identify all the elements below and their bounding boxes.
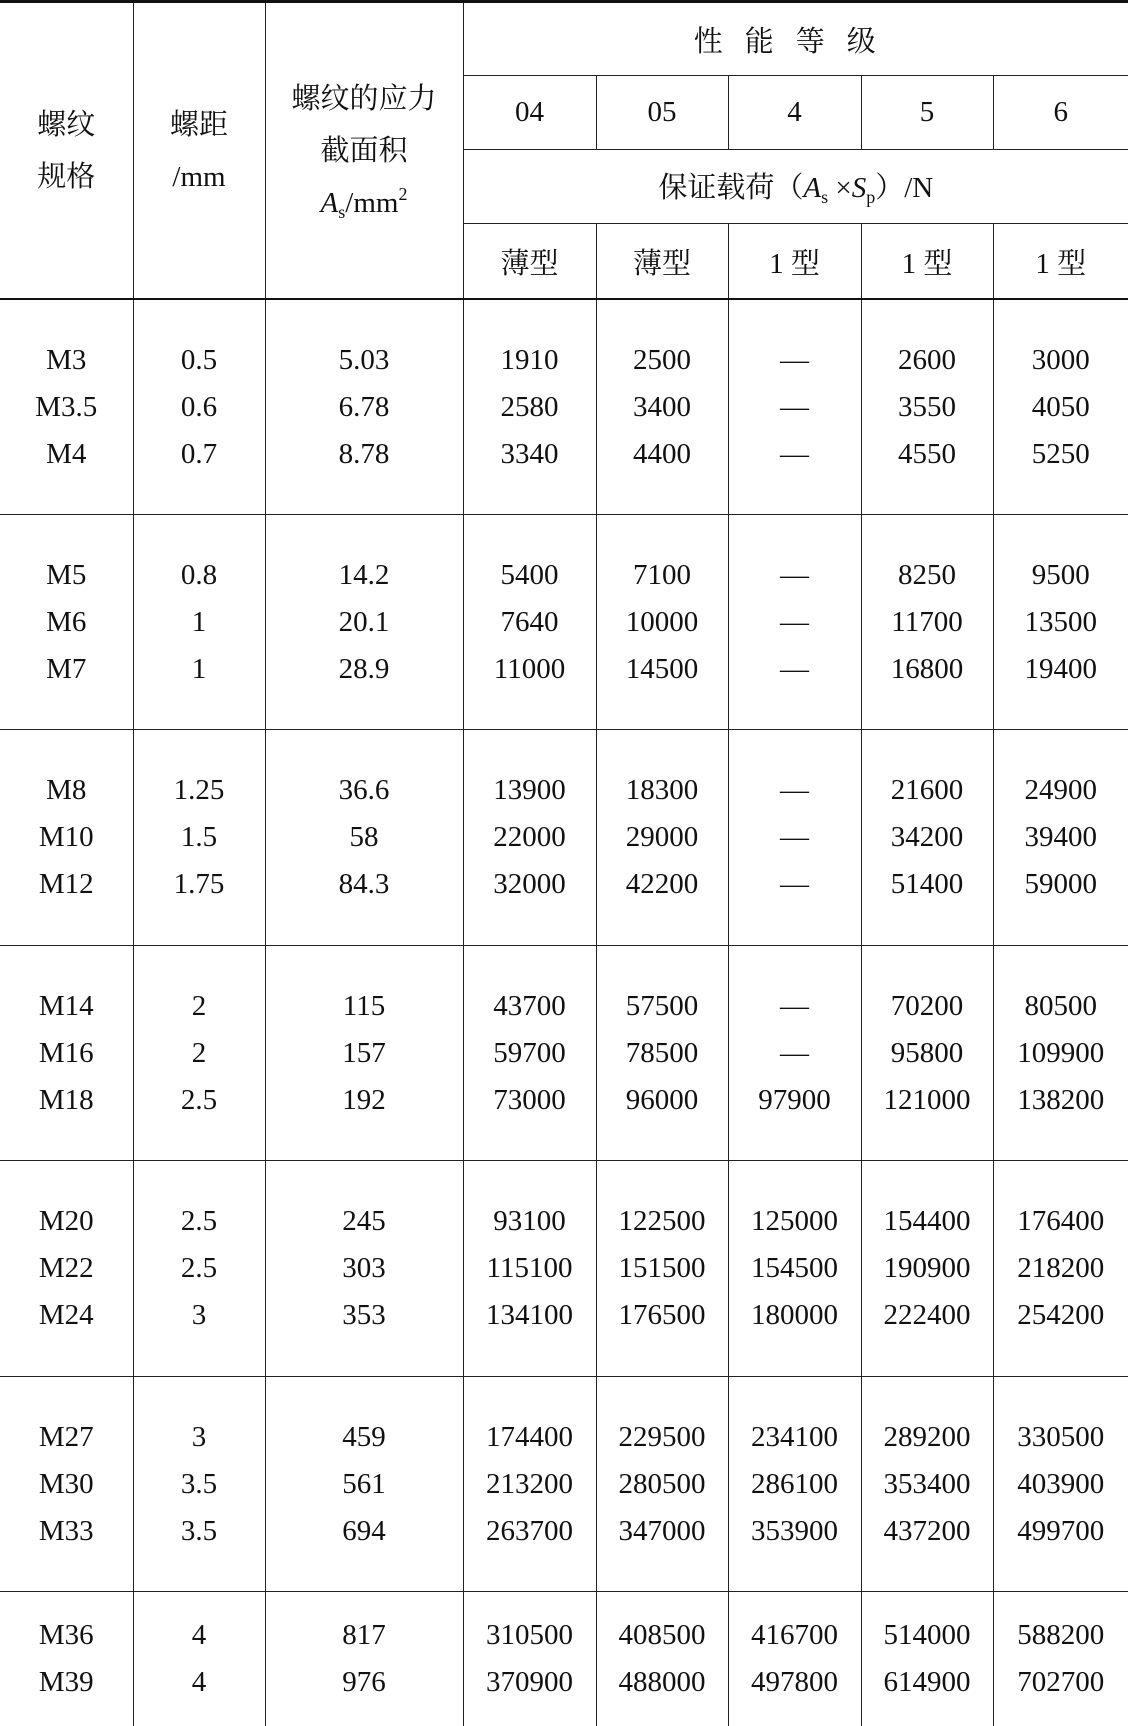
- load-05-value: 151500: [618, 1252, 706, 1285]
- load-5-value: 4550: [898, 437, 956, 470]
- pitch-cell: [133, 1592, 265, 1726]
- stress-area-value: 84.3: [338, 868, 390, 901]
- type-6: 1 型: [993, 224, 1128, 299]
- load-4-value: —: [780, 437, 809, 470]
- load-05-value: 408500: [618, 1619, 706, 1652]
- load-04-value: 73000: [493, 1083, 566, 1116]
- header-thread-spec: [0, 2, 133, 300]
- pitch-value: 1: [191, 605, 207, 638]
- pitch-value: 0.8: [180, 558, 218, 591]
- header-thread-spec-line1: 螺纹: [37, 108, 96, 141]
- load-05-value: 347000: [618, 1514, 706, 1547]
- load-04-cell: [463, 945, 596, 1160]
- pitch-cell: [133, 515, 265, 730]
- pitch-cell: [133, 1376, 265, 1591]
- proof-load-label: 保证载荷（: [658, 172, 804, 205]
- area-unit: /mm: [345, 186, 399, 219]
- load-04-value: 59700: [493, 1036, 566, 1069]
- stress-area-value: 561: [342, 1467, 386, 1500]
- load-5-value: 222400: [883, 1299, 971, 1332]
- header-pitch-line1: 螺距: [169, 108, 228, 141]
- load-6-value: 176400: [1017, 1205, 1105, 1238]
- pitch-value: 4: [191, 1619, 207, 1652]
- load-05-value: 10000: [625, 605, 699, 638]
- load-04-value: 3340: [500, 437, 559, 470]
- load-6-value: 24900: [1024, 774, 1098, 807]
- pitch-value: 0.5: [180, 343, 218, 376]
- load-04-value: 263700: [486, 1514, 573, 1547]
- header-grade-title: 性能等级: [463, 2, 1128, 76]
- load-4-value: —: [780, 989, 809, 1022]
- grade-04: 04: [463, 76, 596, 150]
- stress-area-cell: [265, 1161, 463, 1376]
- load-4-cell: [728, 730, 861, 945]
- load-6-cell: [993, 730, 1128, 945]
- stress-area-cell: [265, 1592, 463, 1726]
- pitch-value: 0.6: [180, 390, 218, 423]
- thread-spec-value: M20: [38, 1205, 94, 1238]
- load-4-value: —: [780, 868, 809, 901]
- load-05-value: 18300: [625, 774, 699, 807]
- times-sign: ×: [828, 172, 852, 205]
- load-6-value: 330500: [1017, 1420, 1105, 1453]
- table-row-group: [0, 1376, 1128, 1591]
- load-5-cell: [861, 515, 993, 730]
- stress-area-cell: [265, 945, 463, 1160]
- header-pitch-unit: /mm: [172, 160, 226, 193]
- grade-5: 5: [861, 76, 993, 150]
- pitch-value: 3: [191, 1299, 207, 1332]
- table-row-group: [0, 730, 1128, 945]
- load-04-cell: [463, 1161, 596, 1376]
- thread-spec-cell: [0, 515, 133, 730]
- pitch-value: 3: [191, 1420, 207, 1453]
- load-6-cell: [993, 1161, 1128, 1376]
- load-5-value: 190900: [883, 1252, 971, 1285]
- load-04-value: 370900: [486, 1666, 573, 1699]
- load-5-value: 11700: [891, 605, 963, 638]
- stress-area-value: 8.78: [338, 437, 390, 470]
- load-4-value: 180000: [751, 1299, 838, 1332]
- load-6-value: 19400: [1024, 652, 1098, 685]
- load-04-value: 1910: [500, 343, 559, 376]
- load-5-value: 51400: [890, 868, 964, 901]
- load-05-value: 3400: [633, 390, 691, 423]
- thread-spec-value: M10: [38, 821, 94, 854]
- table-body: [0, 299, 1128, 1726]
- symbol-a: A: [803, 172, 822, 205]
- table-row-group: [0, 945, 1128, 1160]
- load-6-value: 403900: [1017, 1467, 1105, 1500]
- symbol-a: A: [320, 186, 339, 219]
- load-04-cell: [463, 1592, 596, 1726]
- load-4-value: 497800: [751, 1666, 838, 1699]
- thread-spec-value: M8: [46, 774, 87, 807]
- load-5-value: 437200: [883, 1514, 971, 1547]
- thread-spec-value: M24: [38, 1299, 94, 1332]
- load-04-cell: [463, 299, 596, 514]
- thread-spec-value: M33: [38, 1514, 94, 1547]
- load-5-value: 289200: [883, 1420, 971, 1453]
- load-4-cell: [728, 1592, 861, 1726]
- table-row-group: [0, 1592, 1128, 1726]
- load-6-value: 254200: [1017, 1299, 1105, 1332]
- stress-area-value: 5.03: [338, 343, 390, 376]
- load-04-value: 32000: [493, 868, 566, 901]
- stress-area-value: 459: [342, 1420, 386, 1453]
- thread-spec-value: M22: [38, 1252, 94, 1285]
- load-4-value: —: [780, 774, 809, 807]
- load-4-value: 125000: [751, 1205, 838, 1238]
- stress-area-value: 245: [342, 1205, 386, 1238]
- load-05-value: 4400: [633, 437, 691, 470]
- pitch-value: 1.5: [180, 821, 218, 854]
- load-05-value: 14500: [625, 652, 699, 685]
- load-5-value: 514000: [883, 1619, 971, 1652]
- load-5-cell: [861, 1376, 993, 1591]
- pitch-value: 2.5: [180, 1205, 218, 1238]
- stress-area-value: 976: [342, 1666, 386, 1699]
- stress-area-value: 115: [342, 989, 386, 1022]
- pitch-value: 1.75: [173, 868, 225, 901]
- load-04-value: 134100: [486, 1299, 573, 1332]
- load-04-value: 13900: [493, 774, 566, 807]
- load-05-value: 488000: [618, 1666, 706, 1699]
- load-5-value: 21600: [890, 774, 964, 807]
- thread-spec-cell: [0, 1376, 133, 1591]
- grade-05: 05: [596, 76, 728, 150]
- type-05: 薄型: [596, 224, 728, 299]
- stress-area-value: 817: [342, 1619, 386, 1652]
- stress-area-value: 20.1: [338, 605, 390, 638]
- load-05-value: 78500: [625, 1036, 699, 1069]
- load-6-value: 13500: [1024, 605, 1098, 638]
- load-5-value: 95800: [890, 1036, 964, 1069]
- load-6-value: 59000: [1024, 868, 1098, 901]
- load-05-value: 2500: [633, 343, 691, 376]
- header-stress-area-symbol: [266, 177, 463, 229]
- load-4-value: 286100: [751, 1467, 838, 1500]
- type-5: 1 型: [861, 224, 993, 299]
- load-04-value: 93100: [493, 1205, 566, 1238]
- load-05-value: 122500: [618, 1205, 706, 1238]
- load-05-value: 176500: [618, 1299, 706, 1332]
- symbol-a-subscript: s: [338, 201, 346, 222]
- load-4-value: 97900: [758, 1083, 831, 1116]
- load-4-cell: [728, 515, 861, 730]
- load-6-value: 80500: [1024, 989, 1098, 1022]
- load-5-cell: [861, 730, 993, 945]
- load-05-cell: [596, 515, 728, 730]
- thread-spec-cell: [0, 945, 133, 1160]
- stress-area-value: 157: [342, 1036, 386, 1069]
- load-6-cell: [993, 945, 1128, 1160]
- load-4-cell: [728, 299, 861, 514]
- grade-4: 4: [728, 76, 861, 150]
- stress-area-value: 353: [342, 1299, 386, 1332]
- pitch-value: 3.5: [180, 1514, 218, 1547]
- pitch-value: 2: [191, 1036, 207, 1069]
- load-5-cell: [861, 299, 993, 514]
- pitch-value: 1.25: [173, 774, 225, 807]
- load-6-value: 218200: [1017, 1252, 1105, 1285]
- load-5-value: 614900: [883, 1666, 971, 1699]
- table-row-group: [0, 1161, 1128, 1376]
- pitch-cell: [133, 299, 265, 514]
- load-4-value: 416700: [751, 1619, 838, 1652]
- thread-spec-value: M36: [38, 1619, 94, 1652]
- load-5-value: 8250: [898, 558, 956, 591]
- thread-spec-value: M27: [38, 1420, 94, 1453]
- stress-area-value: 192: [342, 1083, 386, 1116]
- symbol-s-subscript: p: [866, 187, 876, 208]
- load-5-value: 2600: [898, 343, 956, 376]
- load-5-value: 154400: [883, 1205, 971, 1238]
- symbol-a-subscript: s: [821, 187, 829, 208]
- stress-area-cell: [265, 1376, 463, 1591]
- load-05-value: 280500: [618, 1467, 706, 1500]
- stress-area-value: 36.6: [338, 774, 390, 807]
- load-5-value: 3550: [898, 390, 956, 423]
- load-4-cell: [728, 945, 861, 1160]
- thread-spec-value: M16: [38, 1036, 94, 1069]
- load-05-cell: [596, 299, 728, 514]
- load-5-value: 121000: [883, 1083, 971, 1116]
- load-5-cell: [861, 1592, 993, 1726]
- thread-spec-value: M3.5: [35, 390, 98, 423]
- pitch-value: 4: [191, 1666, 207, 1699]
- pitch-value: 2: [191, 989, 207, 1022]
- stress-area-value: 28.9: [338, 652, 390, 685]
- load-6-cell: [993, 1376, 1128, 1591]
- load-4-value: —: [780, 343, 809, 376]
- load-6-value: 3000: [1031, 343, 1090, 376]
- load-05-cell: [596, 1161, 728, 1376]
- load-04-value: 7640: [500, 605, 559, 638]
- stress-area-cell: [265, 299, 463, 514]
- load-6-cell: [993, 1592, 1128, 1726]
- pitch-value: 2.5: [180, 1083, 218, 1116]
- thread-spec-value: M7: [46, 652, 87, 685]
- grade-6: 6: [993, 76, 1128, 150]
- load-05-value: 96000: [625, 1083, 699, 1116]
- load-04-value: 22000: [493, 821, 566, 854]
- load-4-value: 154500: [751, 1252, 838, 1285]
- header-stress-area-line2: 截面积: [320, 134, 408, 167]
- thread-spec-cell: [0, 299, 133, 514]
- load-4-value: —: [780, 652, 809, 685]
- load-04-cell: [463, 730, 596, 945]
- load-04-value: 174400: [486, 1420, 573, 1453]
- load-05-cell: [596, 1376, 728, 1591]
- load-04-value: 2580: [500, 390, 559, 423]
- thread-spec-value: M39: [38, 1666, 94, 1699]
- load-05-value: 7100: [633, 558, 691, 591]
- load-4-value: 353900: [751, 1514, 838, 1547]
- stress-area-value: 694: [342, 1514, 386, 1547]
- thread-spec-cell: [0, 1592, 133, 1726]
- pitch-value: 0.7: [180, 437, 218, 470]
- load-6-value: 5250: [1031, 437, 1090, 470]
- load-4-value: 234100: [751, 1420, 838, 1453]
- load-05-cell: [596, 1592, 728, 1726]
- type-4: 1 型: [728, 224, 861, 299]
- thread-spec-value: M30: [38, 1467, 94, 1500]
- stress-area-value: 303: [342, 1252, 386, 1285]
- thread-spec-cell: [0, 1161, 133, 1376]
- load-04-value: 310500: [486, 1619, 573, 1652]
- load-6-value: 4050: [1031, 390, 1090, 423]
- stress-area-cell: [265, 730, 463, 945]
- thread-spec-value: M5: [46, 558, 87, 591]
- load-04-cell: [463, 515, 596, 730]
- pitch-cell: [133, 730, 265, 945]
- thread-spec-value: M18: [38, 1083, 94, 1116]
- thread-spec-value: M3: [46, 343, 87, 376]
- pitch-cell: [133, 1161, 265, 1376]
- load-05-value: 42200: [625, 868, 699, 901]
- load-04-value: 115100: [486, 1252, 573, 1285]
- pitch-value: 2.5: [180, 1252, 218, 1285]
- thread-spec-value: M12: [38, 868, 94, 901]
- load-4-cell: [728, 1376, 861, 1591]
- header-stress-area-line1: 螺纹的应力: [291, 82, 437, 115]
- load-6-cell: [993, 299, 1128, 514]
- load-4-value: —: [780, 390, 809, 423]
- stress-area-cell: [265, 515, 463, 730]
- load-6-value: 702700: [1017, 1666, 1105, 1699]
- pitch-value: 1: [191, 652, 207, 685]
- load-6-value: 499700: [1017, 1514, 1105, 1547]
- header-stress-area: [265, 2, 463, 300]
- proof-load-unit: ）/N: [875, 172, 934, 205]
- header-proof-load: [463, 150, 1128, 224]
- load-05-cell: [596, 730, 728, 945]
- load-04-value: 213200: [486, 1467, 573, 1500]
- load-04-cell: [463, 1376, 596, 1591]
- load-6-cell: [993, 515, 1128, 730]
- load-5-value: 70200: [890, 989, 964, 1022]
- table-row-group: [0, 515, 1128, 730]
- load-05-value: 57500: [625, 989, 699, 1022]
- load-05-cell: [596, 945, 728, 1160]
- load-4-value: —: [780, 558, 809, 591]
- header-thread-spec-line2: 规格: [37, 160, 96, 193]
- load-04-value: 11000: [493, 652, 566, 685]
- thread-spec-value: M4: [46, 437, 87, 470]
- thread-spec-cell: [0, 730, 133, 945]
- load-4-value: —: [780, 821, 809, 854]
- load-5-value: 34200: [890, 821, 964, 854]
- load-04-value: 5400: [500, 558, 559, 591]
- load-5-value: 16800: [890, 652, 964, 685]
- load-6-value: 109900: [1017, 1036, 1105, 1069]
- load-6-value: 138200: [1017, 1083, 1105, 1116]
- pitch-cell: [133, 945, 265, 1160]
- load-05-value: 229500: [618, 1420, 706, 1453]
- stress-area-value: 58: [349, 821, 379, 854]
- pitch-value: 3.5: [180, 1467, 218, 1500]
- load-6-value: 39400: [1024, 821, 1098, 854]
- symbol-s: S: [851, 172, 867, 205]
- load-04-value: 43700: [493, 989, 566, 1022]
- type-04: 薄型: [463, 224, 596, 299]
- thread-spec-value: M14: [38, 989, 94, 1022]
- load-6-value: 9500: [1031, 558, 1090, 591]
- load-4-cell: [728, 1161, 861, 1376]
- load-6-value: 588200: [1017, 1619, 1105, 1652]
- load-4-value: —: [780, 1036, 809, 1069]
- area-unit-superscript: 2: [398, 183, 408, 204]
- load-5-cell: [861, 1161, 993, 1376]
- header-pitch: [133, 2, 265, 300]
- load-5-value: 353400: [883, 1467, 971, 1500]
- load-05-value: 29000: [625, 821, 699, 854]
- stress-area-value: 6.78: [338, 390, 390, 423]
- stress-area-value: 14.2: [338, 558, 390, 591]
- table-row-group: [0, 299, 1128, 514]
- load-5-cell: [861, 945, 993, 1160]
- thread-spec-value: M6: [46, 605, 87, 638]
- load-4-value: —: [780, 605, 809, 638]
